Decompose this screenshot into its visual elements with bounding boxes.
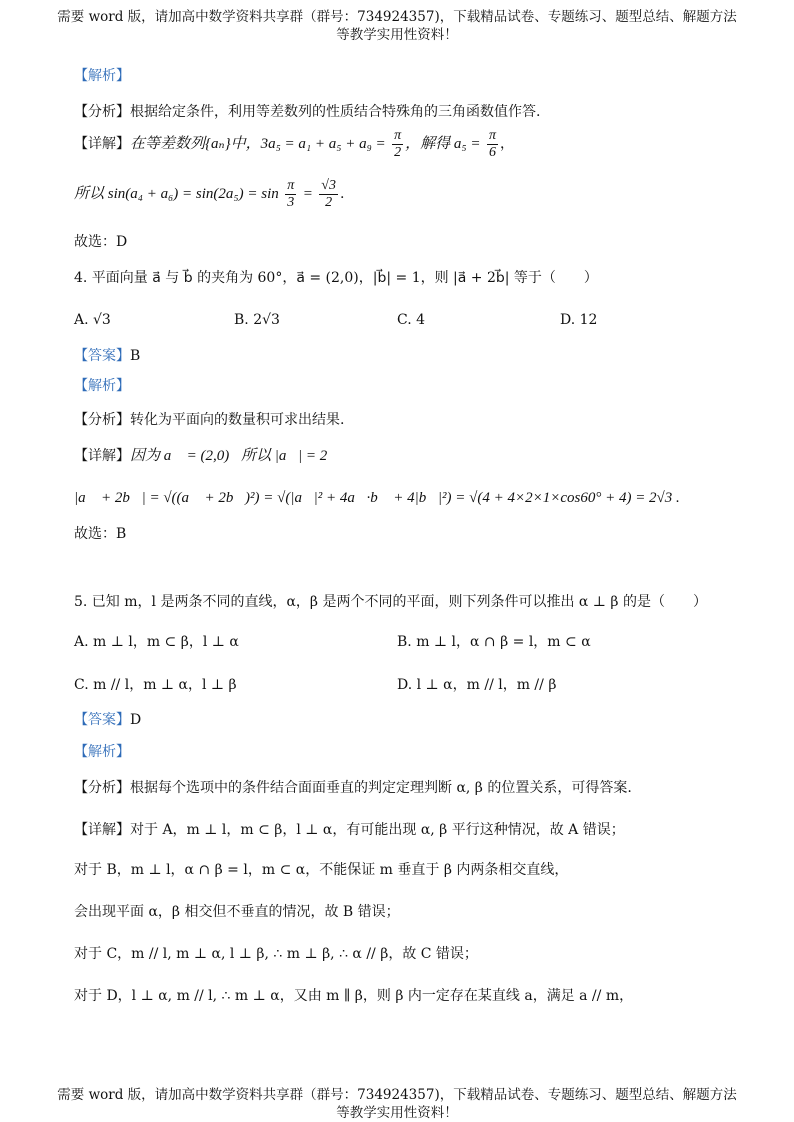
footer-line-2: 等教学实用性资料！: [336, 1105, 458, 1121]
q3-answer: 故选：D: [74, 234, 128, 250]
q4-option-d: D. 12: [560, 312, 598, 328]
q4-daan: [74, 346, 140, 366]
q4-option-b: B. 2√3: [234, 312, 280, 328]
footer-line-1: 需要 word 版，请加高中数学资料共享群（群号：734924357)，下载精品试卷、专题练习、题型总结、解题方法: [57, 1087, 737, 1103]
q3-jiexi-tag: 【解析】: [74, 68, 130, 84]
q3-fenxi-text: 根据给定条件，利用等差数列的性质结合特殊角的三角函数值作答.: [130, 104, 541, 120]
q3-frac4-den: 2: [325, 194, 333, 210]
q3-xiangjie-end: ，: [499, 136, 514, 152]
q5-option-d: D. l ⊥ α，m // l，m // β: [397, 677, 557, 693]
q5-daan: [74, 710, 141, 730]
q3-frac1-num: π: [394, 127, 402, 143]
q3-frac1-den: 2: [394, 144, 402, 160]
q5-line-b1: 对于 B，m ⊥ l，α ∩ β = l，m ⊂ α，不能保证 m 垂直于 β 内两条相交直线，: [74, 862, 569, 878]
q4-xiangjie-tag: 【详解】: [74, 448, 130, 464]
q5-xiangjie-text: 对于 A，m ⊥ l，m ⊂ β，l ⊥ α，有可能出现 α, β 平行这种情况，故 A 错误；: [130, 822, 625, 838]
q5-stem: 5. 已知 m，l 是两条不同的直线，α，β 是两个不同的平面，则下列条件可以推出 α ⊥ β 的是（ ）: [74, 594, 707, 610]
q3-frac-pi-2: [392, 128, 403, 161]
q3-frac-sqrt3-2: [319, 178, 338, 211]
q5-daan-tag: 【答案】: [74, 712, 130, 728]
q3-suoyi: [74, 176, 344, 212]
q5-fenxi-tag: 【分析】: [74, 780, 130, 796]
q3-suoyi-end: .: [339, 186, 345, 202]
q3-xiangjie-mid: ，解得 a₅ =: [405, 136, 481, 152]
q4-stem: 4. 平面向量 a⃗ 与 b⃗ 的夹角为 60°，a⃗ = (2,0)，|b⃗| = 1，则 |a⃗ + 2b⃗| 等于（ ）: [74, 270, 598, 286]
q3-jiexi-label: [74, 66, 130, 86]
q4-formula: |a⃗ + 2b⃗| = √((a⃗ + 2b⃗)²) = √(|a⃗|² + 4a⃗·b⃗ + 4|b⃗|²) = √(4 + 4×2×1×cos60° + 4) = 2√3 .: [74, 490, 680, 506]
q3-frac3-num: π: [287, 177, 295, 193]
page-footer: [0, 1086, 794, 1122]
q5-line-c: 对于 C，m // l, m ⊥ α, l ⊥ β, ∴ m ⊥ β, ∴ α // β，故 C 错误；: [74, 946, 478, 962]
q5-option-b: B. m ⊥ l，α ∩ β = l，m ⊂ α: [397, 634, 591, 650]
q5-fenxi-text: 根据每个选项中的条件结合面面垂直的判定定理判断 α, β 的位置关系，可得答案.: [130, 780, 632, 796]
q5-xiangjie: [74, 820, 625, 840]
q4-fenxi-tag: 【分析】: [74, 412, 130, 428]
q3-frac-pi-6: [487, 128, 498, 161]
q5-line-b2: 会出现平面 α，β 相交但不垂直的情况，故 B 错误；: [74, 904, 400, 920]
q4-jiexi-label: [74, 376, 130, 396]
q3-suoyi-eq: =: [302, 186, 313, 202]
q4-option-a: A. √3: [74, 312, 111, 328]
q3-xiangjie-tag: 【详解】: [74, 136, 130, 152]
q4-fenxi: [74, 410, 344, 430]
q4-answer: 故选：B: [74, 526, 127, 542]
q5-jiexi-label: [74, 742, 130, 762]
q5-jiexi-tag: 【解析】: [74, 744, 130, 760]
q4-daan-tag: 【答案】: [74, 348, 130, 364]
q3-suoyi-pre: 所以 sin(a₄ + a₆) = sin(2a₅) = sin: [74, 186, 279, 202]
q5-daan-value: D: [130, 712, 142, 728]
q4-option-c: C. 4: [397, 312, 426, 328]
q3-frac-pi-3: [285, 178, 296, 211]
q3-frac2-num: π: [488, 127, 496, 143]
q4-xiangjie-text: 因为 a⃗ = (2,0)，所以 |a⃗| = 2，: [130, 448, 339, 464]
q5-fenxi: [74, 778, 632, 798]
q3-frac4-num: √3: [321, 177, 336, 193]
header-line-1: 需要 word 版，请加高中数学资料共享群（群号：734924357)，下载精品试卷、专题练习、题型总结、解题方法: [57, 9, 737, 25]
q4-jiexi-tag: 【解析】: [74, 378, 130, 394]
q3-fenxi: [74, 102, 540, 122]
q5-option-a: A. m ⊥ l，m ⊂ β，l ⊥ α: [74, 634, 239, 650]
q4-daan-value: B: [130, 348, 141, 364]
q4-xiangjie: [74, 446, 339, 466]
q5-option-c: C. m // l，m ⊥ α，l ⊥ β: [74, 677, 237, 693]
q5-line-d: 对于 D，l ⊥ α, m // l, ∴ m ⊥ α，又由 m ∥ β，则 β 内一定存在某直线 a，满足 a // m，: [74, 988, 634, 1004]
q3-xiangjie: [74, 126, 514, 162]
q3-frac2-den: 6: [488, 144, 496, 160]
q3-fenxi-tag: 【分析】: [74, 104, 130, 120]
q3-xiangjie-pre: 在等差数列{aₙ}中，3a₅ = a₁ + a₅ + a₉ =: [130, 136, 386, 152]
q4-fenxi-text: 转化为平面向的数量积可求出结果.: [130, 412, 345, 428]
page-header: [0, 8, 794, 44]
header-line-2: 等教学实用性资料！: [336, 27, 458, 43]
q5-xiangjie-tag: 【详解】: [74, 822, 130, 838]
q3-frac3-den: 3: [287, 194, 295, 210]
